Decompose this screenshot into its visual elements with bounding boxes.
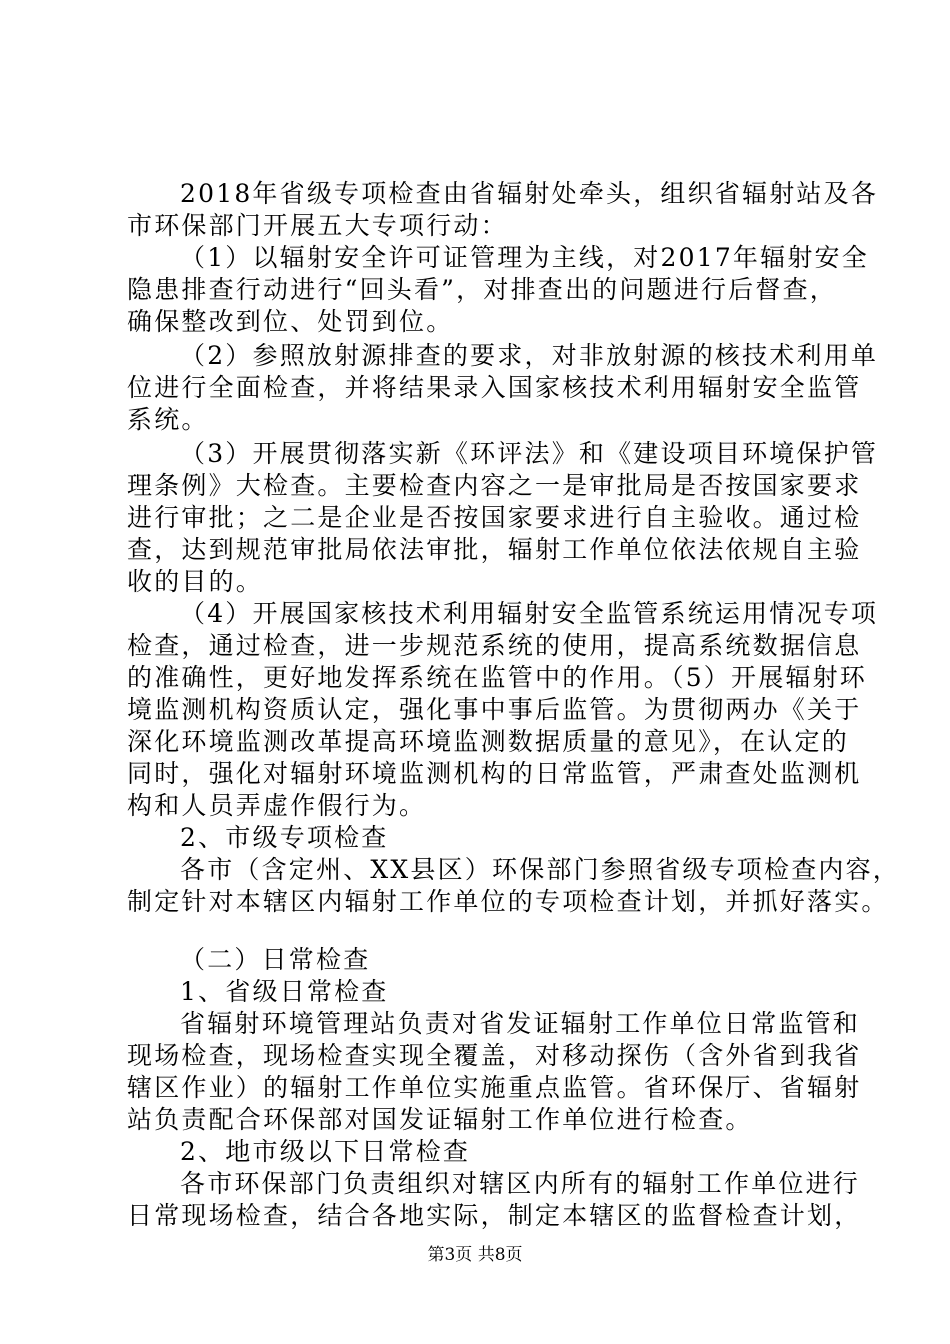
text-line-23: 制定针对本辖区内辐射工作单位的专项检查计划，并抓好落实。 [127, 887, 889, 916]
text-line-22: 各市（含定州、XX县区）环保部门参照省级专项检查内容， [180, 855, 900, 884]
text-line-6: （2）参照放射源排查的要求，对非放射源的核技术利用单 [180, 341, 879, 370]
text-line-32: 日常现场检查，结合各地实际，制定本辖区的监督检查计划， [127, 1201, 862, 1230]
page-number-footer: 第3页 共8页 [427, 1245, 523, 1265]
section-heading-city-daily: 2、地市级以下日常检查 [180, 1137, 471, 1166]
text-line-12: 查，达到规范审批局依法审批，辐射工作单位依法依规自主验 [127, 535, 862, 564]
text-line-5: 确保整改到位、处罚到位。 [127, 307, 454, 336]
text-line-2: 市环保部门开展五大专项行动： [127, 211, 508, 240]
text-line-17: 境监测机构资质认定，强化事中事后监管。为贯彻两办《关于 [127, 695, 862, 724]
text-line-31: 各市环保部门负责组织对辖区内所有的辐射工作单位进行 [180, 1169, 861, 1198]
text-line-29: 站负责配合环保部对国发证辐射工作单位进行检查。 [127, 1105, 753, 1134]
text-line-4: 隐患排查行动进行“回头看”，对排查出的问题进行后督查， [127, 275, 837, 304]
text-line-14: （4）开展国家核技术利用辐射安全监管系统运用情况专项 [180, 599, 879, 628]
text-line-11: 进行审批；之二是企业是否按国家要求进行自主验收。通过检 [127, 503, 862, 532]
text-line-8: 系统。 [127, 405, 209, 434]
text-line-9: （3）开展贯彻落实新《环评法》和《建设项目环境保护管 [180, 439, 879, 468]
text-line-10: 理条例》大检查。主要检查内容之一是审批局是否按国家要求 [127, 471, 862, 500]
section-heading-daily-inspection: （二）日常检查 [180, 945, 371, 974]
section-heading-city-special: 2、市级专项检查 [180, 823, 389, 852]
text-line-18: 深化环境监测改革提高环境监测数据质量的意见》，在认定的 [127, 727, 849, 756]
text-line-1: 2018年省级专项检查由省辐射处牵头，组织省辐射站及各 [180, 179, 879, 208]
text-line-3: （1）以辐射安全许可证管理为主线，对2017年辐射安全 [180, 243, 869, 272]
text-line-26: 省辐射环境管理站负责对省发证辐射工作单位日常监管和 [180, 1009, 861, 1038]
text-line-19: 同时，强化对辐射环境监测机构的日常监管，严肃查处监测机 [127, 759, 862, 788]
text-line-27: 现场检查，现场检查实现全覆盖，对移动探伤（含外省到我省 [127, 1041, 862, 1070]
text-line-16: 的准确性，更好地发挥系统在监管中的作用。（5）开展辐射环 [127, 663, 868, 692]
text-line-28: 辖区作业）的辐射工作单位实施重点监管。省环保厅、省辐射 [127, 1073, 862, 1102]
text-line-7: 位进行全面检查，并将结果录入国家核技术利用辐射安全监管 [127, 373, 862, 402]
text-line-20: 构和人员弄虚作假行为。 [127, 791, 427, 820]
text-line-13: 收的目的。 [127, 567, 264, 596]
text-line-15: 检查，通过检查，进一步规范系统的使用，提高系统数据信息 [127, 631, 862, 660]
section-heading-province-daily: 1、省级日常检查 [180, 977, 389, 1006]
